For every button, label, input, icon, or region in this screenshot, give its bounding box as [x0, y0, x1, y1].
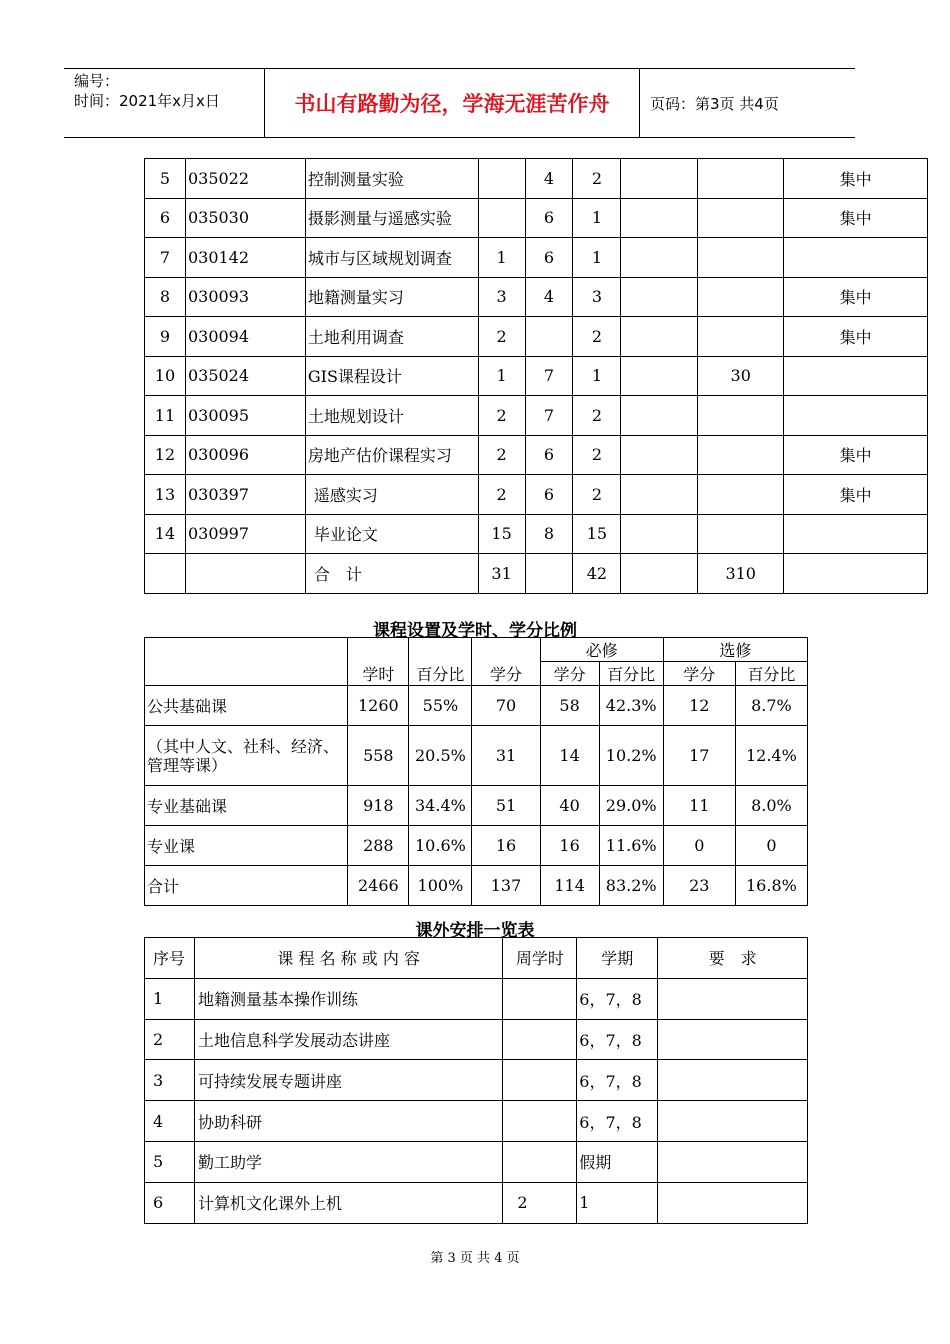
serial-label: 编号： — [74, 72, 120, 90]
table-row — [145, 238, 928, 278]
table-cell — [698, 277, 784, 317]
table-cell — [784, 396, 928, 436]
table-row — [145, 554, 928, 594]
table-cell — [698, 198, 784, 238]
table-row — [145, 978, 808, 1019]
requirement — [658, 1060, 808, 1101]
activity-name: 可持续发展专题讲座 — [194, 1060, 502, 1101]
course-code: 030997 — [185, 514, 305, 554]
table-cell: 2 — [478, 475, 525, 515]
table-cell — [478, 198, 525, 238]
course-code: 030094 — [185, 317, 305, 357]
table-cell: 6 — [525, 435, 573, 475]
table-cell: 集中 — [784, 159, 928, 199]
table-cell: 1 — [573, 356, 621, 396]
table-cell — [621, 198, 698, 238]
practice-course-table — [144, 158, 928, 594]
header-meta — [64, 69, 265, 137]
row-number: 7 — [145, 238, 186, 278]
table-cell: 10.2% — [599, 726, 663, 786]
row-number: 9 — [145, 317, 186, 357]
row-number: 8 — [145, 277, 186, 317]
table-cell: 6 — [525, 475, 573, 515]
table-cell: 2 — [573, 159, 621, 199]
table-cell: 2 — [573, 475, 621, 515]
time-label: 时间：2021年x月x日 — [74, 92, 220, 110]
row-number: 12 — [145, 435, 186, 475]
table-cell: 114 — [540, 866, 599, 906]
requirement — [658, 1141, 808, 1182]
course-name: GIS课程设计 — [305, 356, 478, 396]
course-code: 035022 — [185, 159, 305, 199]
table-cell: 1 — [573, 198, 621, 238]
course-code: 030397 — [185, 475, 305, 515]
col-header: 百分比 — [409, 638, 472, 686]
table-cell: 15 — [573, 514, 621, 554]
course-name: 地籍测量实习 — [305, 277, 478, 317]
table-cell: 集中 — [784, 435, 928, 475]
table-row — [145, 1060, 808, 1101]
table-cell: 6 — [525, 198, 573, 238]
table-cell: 7 — [525, 356, 573, 396]
course-code: 030096 — [185, 435, 305, 475]
row-number: 2 — [145, 1019, 195, 1060]
table-cell: 12.4% — [735, 726, 807, 786]
row-number: 3 — [145, 1060, 195, 1101]
table-cell: 42 — [573, 554, 621, 594]
course-ratio-table — [144, 637, 808, 906]
term: 6，7，8 — [577, 978, 658, 1019]
course-name: 控制测量实验 — [305, 159, 478, 199]
col-header: 学分 — [540, 662, 599, 686]
table-cell: 288 — [348, 826, 409, 866]
table-cell: 51 — [472, 786, 540, 826]
table-cell — [698, 514, 784, 554]
table-cell — [621, 317, 698, 357]
activity-name: 地籍测量基本操作训练 — [194, 978, 502, 1019]
table-cell — [525, 554, 573, 594]
extracurricular-title: 课外安排一览表 — [415, 921, 535, 941]
table-cell: 29.0% — [599, 786, 663, 826]
weekly-hours: 2 — [503, 1182, 577, 1223]
weekly-hours — [503, 1019, 577, 1060]
col-header: 周学时 — [503, 938, 577, 979]
table-cell — [784, 356, 928, 396]
table-row — [145, 317, 928, 357]
table-cell: 15 — [478, 514, 525, 554]
activity-name: 计算机文化课外上机 — [194, 1182, 502, 1223]
table-row — [145, 826, 808, 866]
table-cell: 1 — [478, 356, 525, 396]
table-row — [145, 159, 928, 199]
col-header: 百分比 — [599, 662, 663, 686]
table-cell: 2 — [573, 317, 621, 357]
row-number: 4 — [145, 1101, 195, 1142]
table-cell: 14 — [540, 726, 599, 786]
table-cell — [621, 238, 698, 278]
row-number: 6 — [145, 198, 186, 238]
table-cell: 3 — [573, 277, 621, 317]
row-label: 专业课 — [145, 826, 348, 866]
weekly-hours — [503, 1141, 577, 1182]
table-cell — [478, 159, 525, 199]
table-cell: 1 — [478, 238, 525, 278]
table-cell: 100% — [409, 866, 472, 906]
table-cell: 55% — [409, 686, 472, 726]
extracurricular-table — [144, 937, 808, 1224]
col-header: 学时 — [348, 638, 409, 686]
row-number: 5 — [145, 1141, 195, 1182]
table-cell — [698, 435, 784, 475]
table-cell: 34.4% — [409, 786, 472, 826]
table-cell: 918 — [348, 786, 409, 826]
table-cell: 2 — [478, 317, 525, 357]
table-cell: 30 — [698, 356, 784, 396]
corner-cell — [145, 638, 348, 686]
course-code: 035024 — [185, 356, 305, 396]
table-cell: 31 — [472, 726, 540, 786]
course-name: 土地利用调查 — [305, 317, 478, 357]
table-cell: 1260 — [348, 686, 409, 726]
table-cell — [784, 514, 928, 554]
course-name: 城市与区域规划调查 — [305, 238, 478, 278]
table-cell — [525, 317, 573, 357]
table-row — [145, 866, 808, 906]
requirement — [658, 1182, 808, 1223]
table-cell: 6 — [525, 238, 573, 278]
table-cell: 8 — [525, 514, 573, 554]
table-cell: 7 — [525, 396, 573, 436]
page-number-label: 页码：第3页 共4页 — [650, 94, 779, 113]
course-name: 合 计 — [305, 554, 478, 594]
page-header — [64, 68, 855, 138]
table-cell — [621, 475, 698, 515]
table-cell: 11 — [663, 786, 735, 826]
row-number: 13 — [145, 475, 186, 515]
col-header: 学分 — [472, 638, 540, 686]
table-cell: 10.6% — [409, 826, 472, 866]
table-cell: 31 — [478, 554, 525, 594]
term: 6，7，8 — [577, 1019, 658, 1060]
table-cell: 558 — [348, 726, 409, 786]
term: 1 — [577, 1182, 658, 1223]
table-cell — [784, 238, 928, 278]
table-cell: 2 — [478, 396, 525, 436]
table-cell — [621, 159, 698, 199]
table-row — [145, 277, 928, 317]
weekly-hours — [503, 1060, 577, 1101]
table-cell: 16.8% — [735, 866, 807, 906]
requirement — [658, 1101, 808, 1142]
course-code: 035030 — [185, 198, 305, 238]
header-motto: 书山有路勤为径，学海无涯苦作舟 — [265, 69, 640, 137]
table-cell: 4 — [525, 277, 573, 317]
row-label: 公共基础课 — [145, 686, 348, 726]
table-row — [145, 1141, 808, 1182]
activity-name: 土地信息科学发展动态讲座 — [194, 1019, 502, 1060]
activity-name: 勤工助学 — [194, 1141, 502, 1182]
table-row — [145, 726, 808, 786]
row-number — [145, 554, 186, 594]
page-footer: 第 3 页 共 4 页 — [430, 1251, 520, 1266]
table-cell: 40 — [540, 786, 599, 826]
group-header-elective: 选修 — [663, 638, 807, 662]
table-cell: 83.2% — [599, 866, 663, 906]
course-name: 毕业论文 — [305, 514, 478, 554]
course-code — [185, 554, 305, 594]
table-cell: 2 — [478, 435, 525, 475]
course-name: 遥感实习 — [305, 475, 478, 515]
table-cell — [621, 356, 698, 396]
table-cell: 集中 — [784, 277, 928, 317]
col-header: 课 程 名 称 或 内 容 — [194, 938, 502, 979]
table-cell: 集中 — [784, 317, 928, 357]
table-cell: 2466 — [348, 866, 409, 906]
row-label: （其中人文、社科、经济、管理等课） — [145, 726, 348, 786]
requirement — [658, 1019, 808, 1060]
table-cell: 70 — [472, 686, 540, 726]
table-row — [145, 396, 928, 436]
table-cell: 8.0% — [735, 786, 807, 826]
table-cell: 1 — [573, 238, 621, 278]
activity-name: 协助科研 — [194, 1101, 502, 1142]
table-cell: 0 — [735, 826, 807, 866]
course-code: 030142 — [185, 238, 305, 278]
table-row — [145, 686, 808, 726]
row-number: 5 — [145, 159, 186, 199]
table-cell — [621, 396, 698, 436]
row-number: 11 — [145, 396, 186, 436]
table-cell: 8.7% — [735, 686, 807, 726]
table-cell — [784, 554, 928, 594]
table-cell — [698, 159, 784, 199]
row-label: 专业基础课 — [145, 786, 348, 826]
table-cell: 137 — [472, 866, 540, 906]
table-cell: 3 — [478, 277, 525, 317]
table-row — [145, 1182, 808, 1223]
table-cell: 17 — [663, 726, 735, 786]
row-number: 6 — [145, 1182, 195, 1223]
table-row — [145, 514, 928, 554]
table-cell — [698, 475, 784, 515]
table-row — [145, 786, 808, 826]
table-cell: 20.5% — [409, 726, 472, 786]
table-cell: 2 — [573, 396, 621, 436]
table-cell: 2 — [573, 435, 621, 475]
table-cell: 4 — [525, 159, 573, 199]
col-header: 百分比 — [735, 662, 807, 686]
table-cell: 58 — [540, 686, 599, 726]
group-header-required: 必修 — [540, 638, 663, 662]
row-number: 1 — [145, 978, 195, 1019]
table-cell — [698, 238, 784, 278]
table-cell: 0 — [663, 826, 735, 866]
table-cell: 23 — [663, 866, 735, 906]
term: 假期 — [577, 1141, 658, 1182]
table-cell — [698, 396, 784, 436]
course-code: 030095 — [185, 396, 305, 436]
table-cell: 集中 — [784, 475, 928, 515]
table-cell: 16 — [540, 826, 599, 866]
table-cell: 11.6% — [599, 826, 663, 866]
col-header: 序号 — [145, 938, 195, 979]
table-row — [145, 356, 928, 396]
weekly-hours — [503, 978, 577, 1019]
term: 6，7，8 — [577, 1101, 658, 1142]
table-cell — [621, 277, 698, 317]
course-name: 土地规划设计 — [305, 396, 478, 436]
course-name: 摄影测量与遥感实验 — [305, 198, 478, 238]
table-cell — [621, 514, 698, 554]
row-number: 14 — [145, 514, 186, 554]
requirement — [658, 978, 808, 1019]
table-cell: 42.3% — [599, 686, 663, 726]
col-header: 要 求 — [658, 938, 808, 979]
table-cell — [621, 554, 698, 594]
table-row — [145, 475, 928, 515]
col-header: 学分 — [663, 662, 735, 686]
course-code: 030093 — [185, 277, 305, 317]
weekly-hours — [503, 1101, 577, 1142]
row-number: 10 — [145, 356, 186, 396]
table-row — [145, 435, 928, 475]
table-row — [145, 1101, 808, 1142]
table-row — [145, 1019, 808, 1060]
term: 6，7，8 — [577, 1060, 658, 1101]
course-name: 房地产估价课程实习 — [305, 435, 478, 475]
course-ratio-title: 课程设置及学时、学分比例 — [373, 621, 577, 641]
table-cell — [698, 317, 784, 357]
table-cell: 310 — [698, 554, 784, 594]
table-cell — [621, 435, 698, 475]
row-label: 合计 — [145, 866, 348, 906]
table-cell: 集中 — [784, 198, 928, 238]
table-cell: 12 — [663, 686, 735, 726]
table-cell: 16 — [472, 826, 540, 866]
table-row — [145, 198, 928, 238]
col-header: 学期 — [577, 938, 658, 979]
